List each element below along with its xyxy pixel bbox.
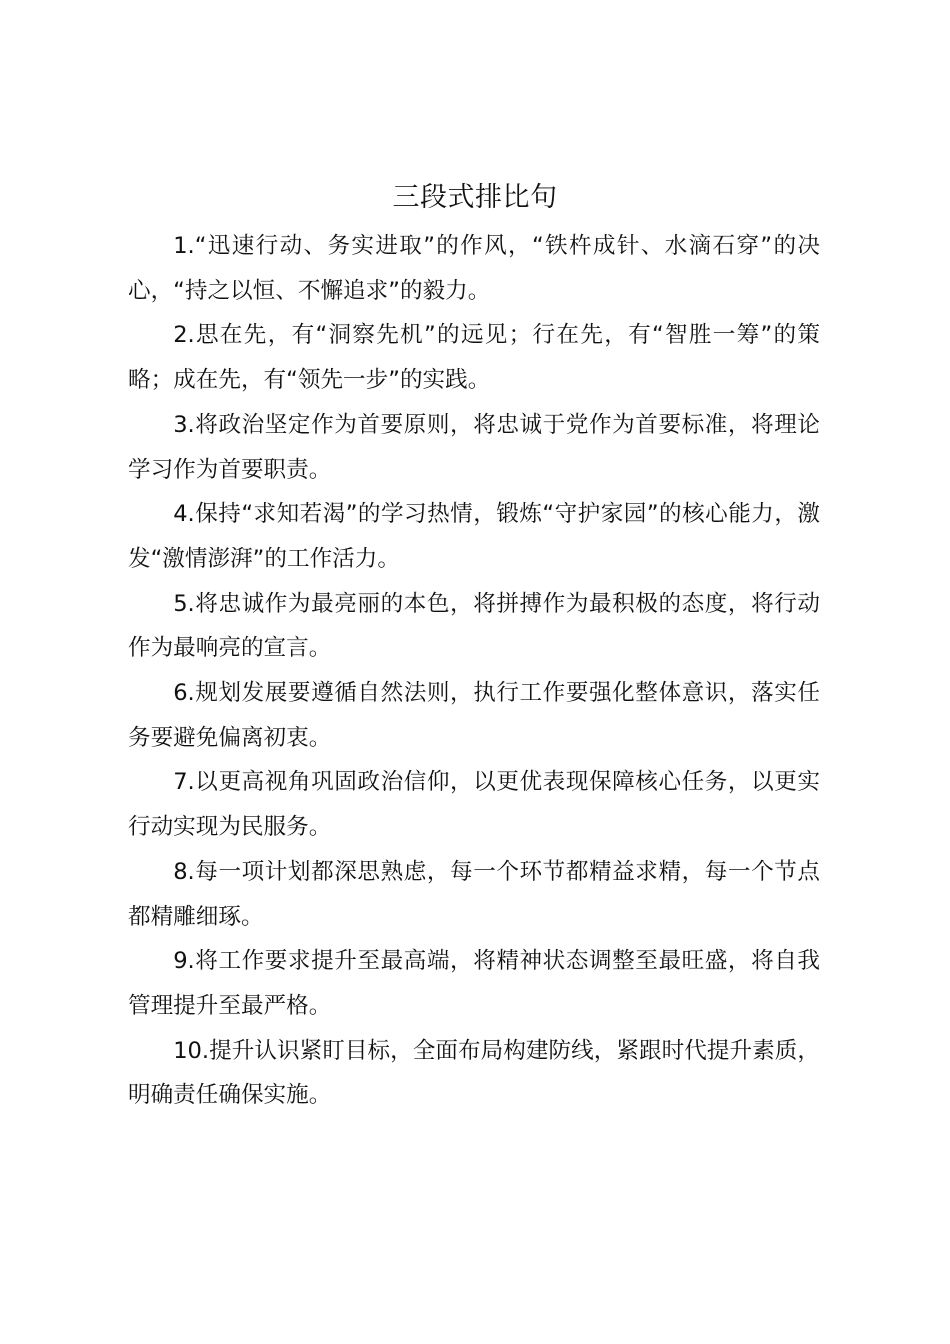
paragraph-5: 5.将忠诚作为最亮丽的本色，将拼搏作为最积极的态度，将行动作为最响亮的宣言。 (128, 590, 820, 662)
paragraph-8: 8.每一项计划都深思熟虑，每一个环节都精益求精，每一个节点都精雕细琢。 (128, 858, 820, 930)
paragraph-4: 4.保持“求知若渴”的学习热情，锻炼“守护家园”的核心能力，激发“激情澎湃”的工作活力。 (128, 501, 820, 572)
paragraph-2: 2.思在先，有“洞察先机”的远见；行在先，有“智胜一筹”的策略；成在先，有“领先一步”的实践。 (128, 322, 820, 394)
paragraph-3: 3.将政治坚定作为首要原则，将忠诚于党作为首要标准，将理论学习作为首要职责。 (128, 411, 820, 483)
document-body (128, 224, 820, 1118)
document-title: 三段式排比句 (392, 182, 558, 213)
paragraph-9: 9.将工作要求提升至最高端，将精神状态调整至最旺盛，将自我管理提升至最严格。 (128, 948, 820, 1019)
paragraph-10: 10.提升认识紧盯目标，全面布局构建防线，紧跟时代提升素质，明确责任确保实施。 (128, 1037, 820, 1109)
paragraph-6: 6.规划发展要遵循自然法则，执行工作要强化整体意识，落实任务要避免偏离初衷。 (128, 680, 820, 751)
paragraph-7: 7.以更高视角巩固政治信仰，以更优表现保障核心任务，以更实行动实现为民服务。 (128, 769, 820, 841)
paragraph-1: 1.“迅速行动、务实进取”的作风，“铁杵成针、水滴石穿”的决心，“持之以恒、不懈追求”的毅力。 (128, 233, 820, 304)
